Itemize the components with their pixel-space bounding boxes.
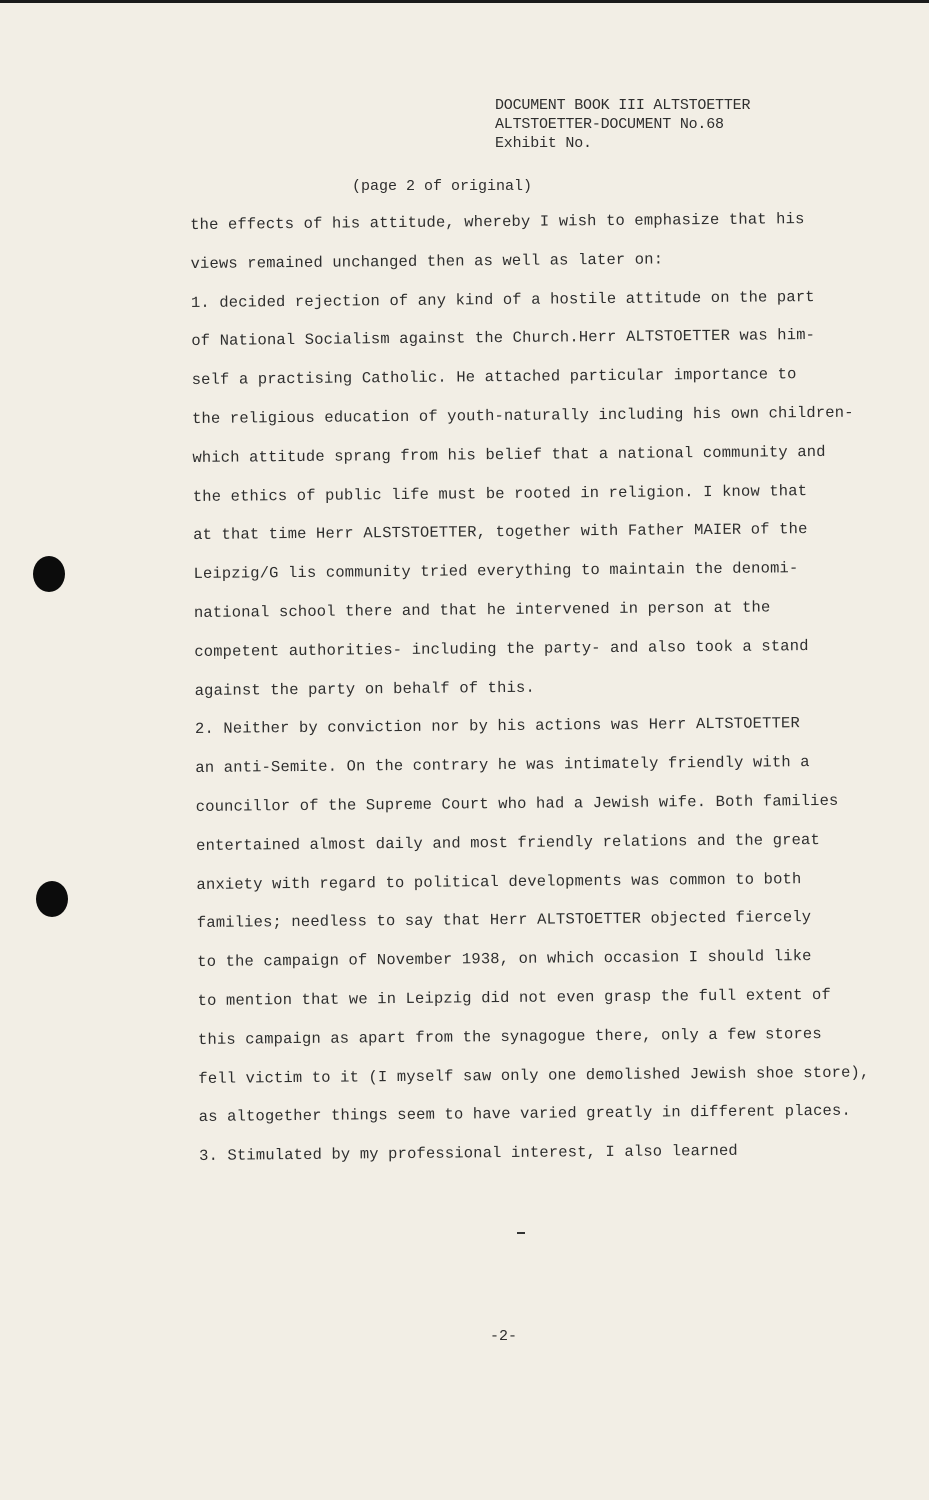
original-page-note: (page 2 of original): [352, 178, 533, 195]
header-exhibit-number: Exhibit No.: [495, 135, 592, 152]
body-line: views remained unchanged then as well as later on:: [190, 250, 664, 273]
body-line: anxiety with regard to political developments was common to both: [196, 869, 802, 894]
page-number: -2-: [490, 1328, 518, 1345]
body-line: national school there and that he intervened in person at the: [193, 598, 771, 622]
header-document-book: DOCUMENT BOOK III ALTSTOETTER: [495, 97, 751, 114]
body-line: to the campaign of November 1938, on which occasion I should like: [197, 947, 812, 972]
body-line: Leipzig/G lis community tried everything to maintain the denomi-: [193, 559, 799, 584]
punch-hole: [36, 881, 68, 917]
body-line: as altogether things seem to have varied greatly in different places.: [198, 1102, 851, 1127]
body-line: this campaign as apart from the synagogue there, only a few stores: [197, 1024, 822, 1049]
body-line: fell victim to it (I myself saw only one demolished Jewish shoe store),: [198, 1063, 870, 1088]
body-line: families; needless to say that Herr ALTSTOETTER objected fiercely: [196, 908, 812, 933]
body-line: entertained almost daily and most friendly relations and the great: [196, 830, 821, 855]
body-line: which attitude sprang from his belief that a national community and: [192, 442, 826, 467]
body-line: the ethics of public life must be rooted in religion. I know that: [192, 481, 808, 506]
body-line: 1. decided rejection of any kind of a hostile attitude on the part: [190, 287, 815, 312]
document-header: [495, 96, 750, 153]
body-line: competent authorities- including the party- and also took a stand: [194, 636, 809, 661]
body-line: at that time Herr ALSTSTOETTER, together with Father MAIER of the: [193, 520, 808, 545]
body-line: the religious education of youth-naturally including his own children-: [191, 403, 854, 428]
body-line: against the party on behalf of this.: [194, 678, 535, 700]
punch-hole: [33, 556, 65, 592]
body-line: councillor of the Supreme Court who had a Jewish wife. Both families: [195, 791, 839, 816]
body-line: 3. Stimulated by my professional interest, I also learned: [199, 1141, 738, 1166]
body-text: [190, 199, 919, 1176]
header-document-number: ALTSTOETTER-DOCUMENT No.68: [495, 116, 724, 133]
body-line: 2. Neither by conviction nor by his actions was Herr ALTSTOETTER: [194, 714, 800, 739]
body-line: to mention that we in Leipzig did not even grasp the full extent of: [197, 985, 831, 1010]
body-line: self a practising Catholic. He attached particular importance to: [191, 365, 797, 390]
separator-dash: [517, 1232, 525, 1234]
body-line: the effects of his attitude, whereby I wish to emphasize that his: [190, 210, 805, 234]
body-line: an anti-Semite. On the contrary he was intimately friendly with a: [195, 753, 810, 778]
body-line: of National Socialism against the Church.Herr ALTSTOETTER was him-: [191, 326, 816, 351]
